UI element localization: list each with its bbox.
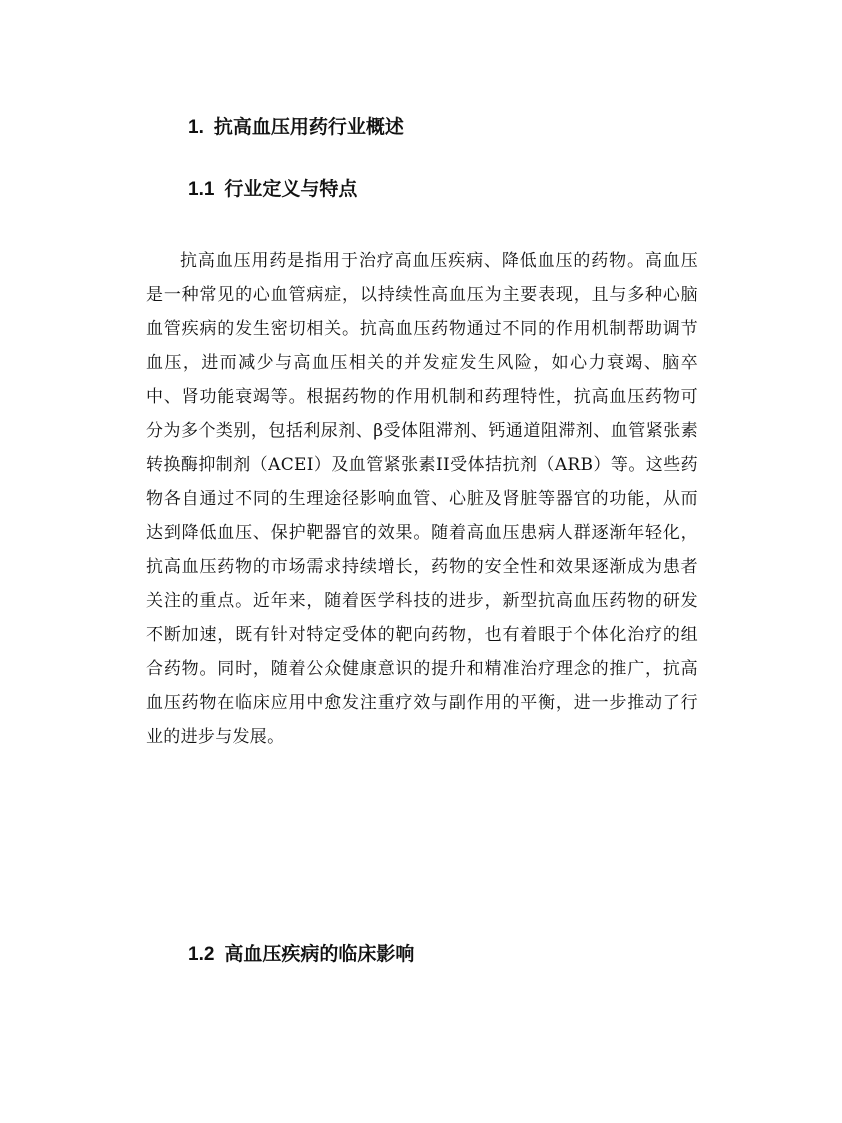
section-number-1-1: 1.1 (188, 179, 215, 200)
body-paragraph: 抗高血压用药是指用于治疗高血压疾病、降低血压的药物。高血压是一种常见的心血管病症，以持续性高血压为主要表现，且与多种心脑血管疾病的发生密切相关。抗高血压药物通过不同的作用机制帮助调节血压，进而减少与高血压相关的并发症发生风险，如心力衰竭、脑卒中、肾功能衰竭等。根据药物的作用机制和药理特性，抗高血压药物可分为多个类别，包括利尿剂、β受体阻滞剂、钙通道阻滞剂、血管紧张素转换酶抑制剂（ACEI）及血管紧张素II受体拮抗剂（ARB）等。这些药物各自通过不同的生理途径影响血管、心脏及肾脏等器官的功能，从而达到降低血压、保护靶器官的效果。随着高血压患病人群逐渐年轻化，抗高血压药物的市场需求持续增长，药物的安全性和效果逐渐成为患者关注的重点。近年来，随着医学科技的进步，新型抗高血压药物的研发不断加速，既有针对特定受体的靶向药物，也有着眼于个体化治疗的组合药物。同时，随着公众健康意识的提升和精准治疗理念的推广，抗高血压药物在临床应用中愈发注重疗效与副作用的平衡，进一步推动了行业的进步与发展。 (146, 251, 698, 747)
section-number-1-2: 1.2 (188, 944, 215, 965)
chapter-title: 抗高血压用药行业概述 (213, 117, 404, 138)
section-heading-1-1 (188, 176, 357, 204)
chapter-heading (188, 114, 404, 142)
chapter-number: 1. (188, 117, 204, 138)
section-title-1-1: 行业定义与特点 (224, 179, 358, 200)
section-heading-1-2 (188, 941, 414, 969)
section-title-1-2: 高血压疾病的临床影响 (224, 944, 415, 965)
